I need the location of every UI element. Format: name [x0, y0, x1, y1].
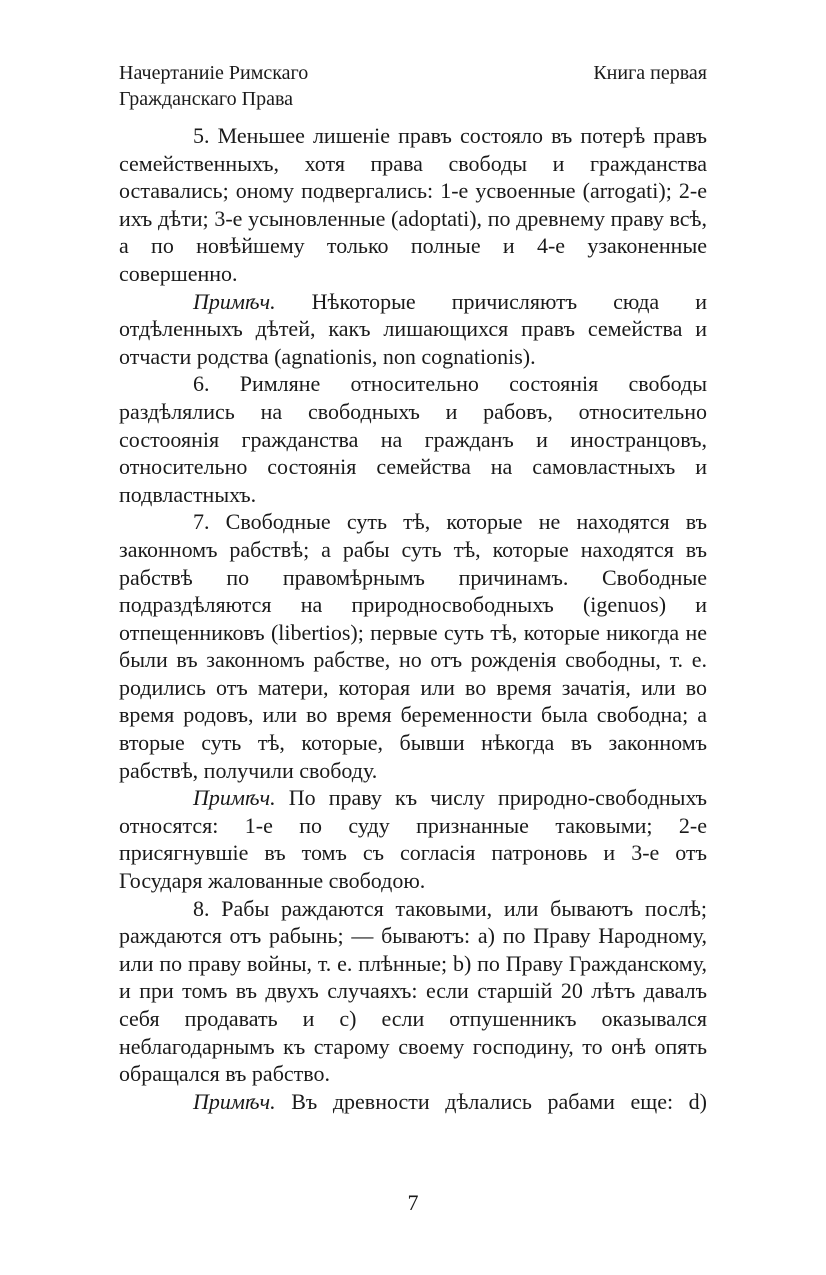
note-label: Примѣч. [193, 1088, 276, 1114]
note-label: Примѣч. [193, 785, 276, 811]
note-label: Примѣч. [193, 288, 276, 314]
note-paragraph [119, 288, 707, 371]
paragraph-text: Въ древности дѣлались рабами еще: d) [275, 1088, 707, 1114]
paragraph-text: 7. Свободные суть тѣ, которые не находятся въ законномъ рабствѣ; а рабы суть тѣ, которые находятся въ рабствѣ по правомѣрнымъ причинамъ. Свободные подраздѣляются на природносвободныхъ (igenuos) и отпещенниковъ (libertios); первые суть тѣ, которые никогда не были въ законномъ рабстве, но отъ рожденія свободны, т. е. родились отъ матери, которая или во время зачатія, или во время родовъ, или во время беременности была свободна; а вторые суть тѣ, которые, бывши нѣкогда въ законномъ рабствѣ, получили свободу. [119, 509, 707, 783]
paragraph-6 [119, 370, 707, 508]
note-paragraph [119, 784, 707, 894]
header-title-line-2: Гражданскаго Права [119, 88, 294, 110]
paragraph-5 [119, 122, 707, 288]
body-text [119, 122, 707, 1115]
header-book-title [119, 60, 419, 112]
paragraph-text: По праву къ числу природно-свободныхъ относятся: 1-е по суду признанные таковыми; 2-е присягнувшіе въ томъ съ согласія патроновь и 3-е отъ Государя жалованные свободою. [119, 785, 707, 894]
header-title-line-1: Начертаниіе Римскаго [119, 62, 309, 84]
paragraph-text: 6. Римляне относительно состоянія свободы раздѣлялись на свободныхъ и рабовъ, относительно состооянія гражданства на гражданъ и иностранцовъ, относительно состоянія семейства на самовластныхъ и подвластныхъ. [119, 371, 707, 507]
paragraph-text: 8. Рабы раждаются таковыми, или бываютъ послѣ; раждаются отъ рабынь; — бываютъ: a) по Праву Народному, или по праву войны, т. е. плѣнные; b) по Праву Гражданскому, и при томъ въ двухъ случаяхъ: если старшій 20 лѣтъ давалъ себя продавать и c) если отпушенникъ оказывался неблагодарнымъ къ старому своему господину, то онѣ опять обращался въ рабство. [119, 895, 707, 1087]
paragraph-7 [119, 508, 707, 784]
page-number: 7 [407, 1190, 419, 1215]
header-section: Книга первая [593, 62, 707, 84]
note-paragraph [119, 1088, 707, 1116]
paragraph-text: Нѣкоторые причисляютъ сюда и отдѣленныхъ дѣтей, какъ лишающихся правъ семейства и отчасти родства (agnationis, non cognationis). [119, 288, 707, 369]
paragraph-text: 5. Меньшее лишеніе правъ состояло въ потерѣ правъ семейственныхъ, хотя права свободы и гражданства оставались; оному подвергались: 1-е усвоенные (arrogati); 2-е ихъ дѣти; 3-е усыновленные (adoptati), по древнему праву всѣ, а по новѣйшему только полные и 4-е узаконенные совершенно. [119, 123, 707, 286]
paragraph-8 [119, 895, 707, 1088]
